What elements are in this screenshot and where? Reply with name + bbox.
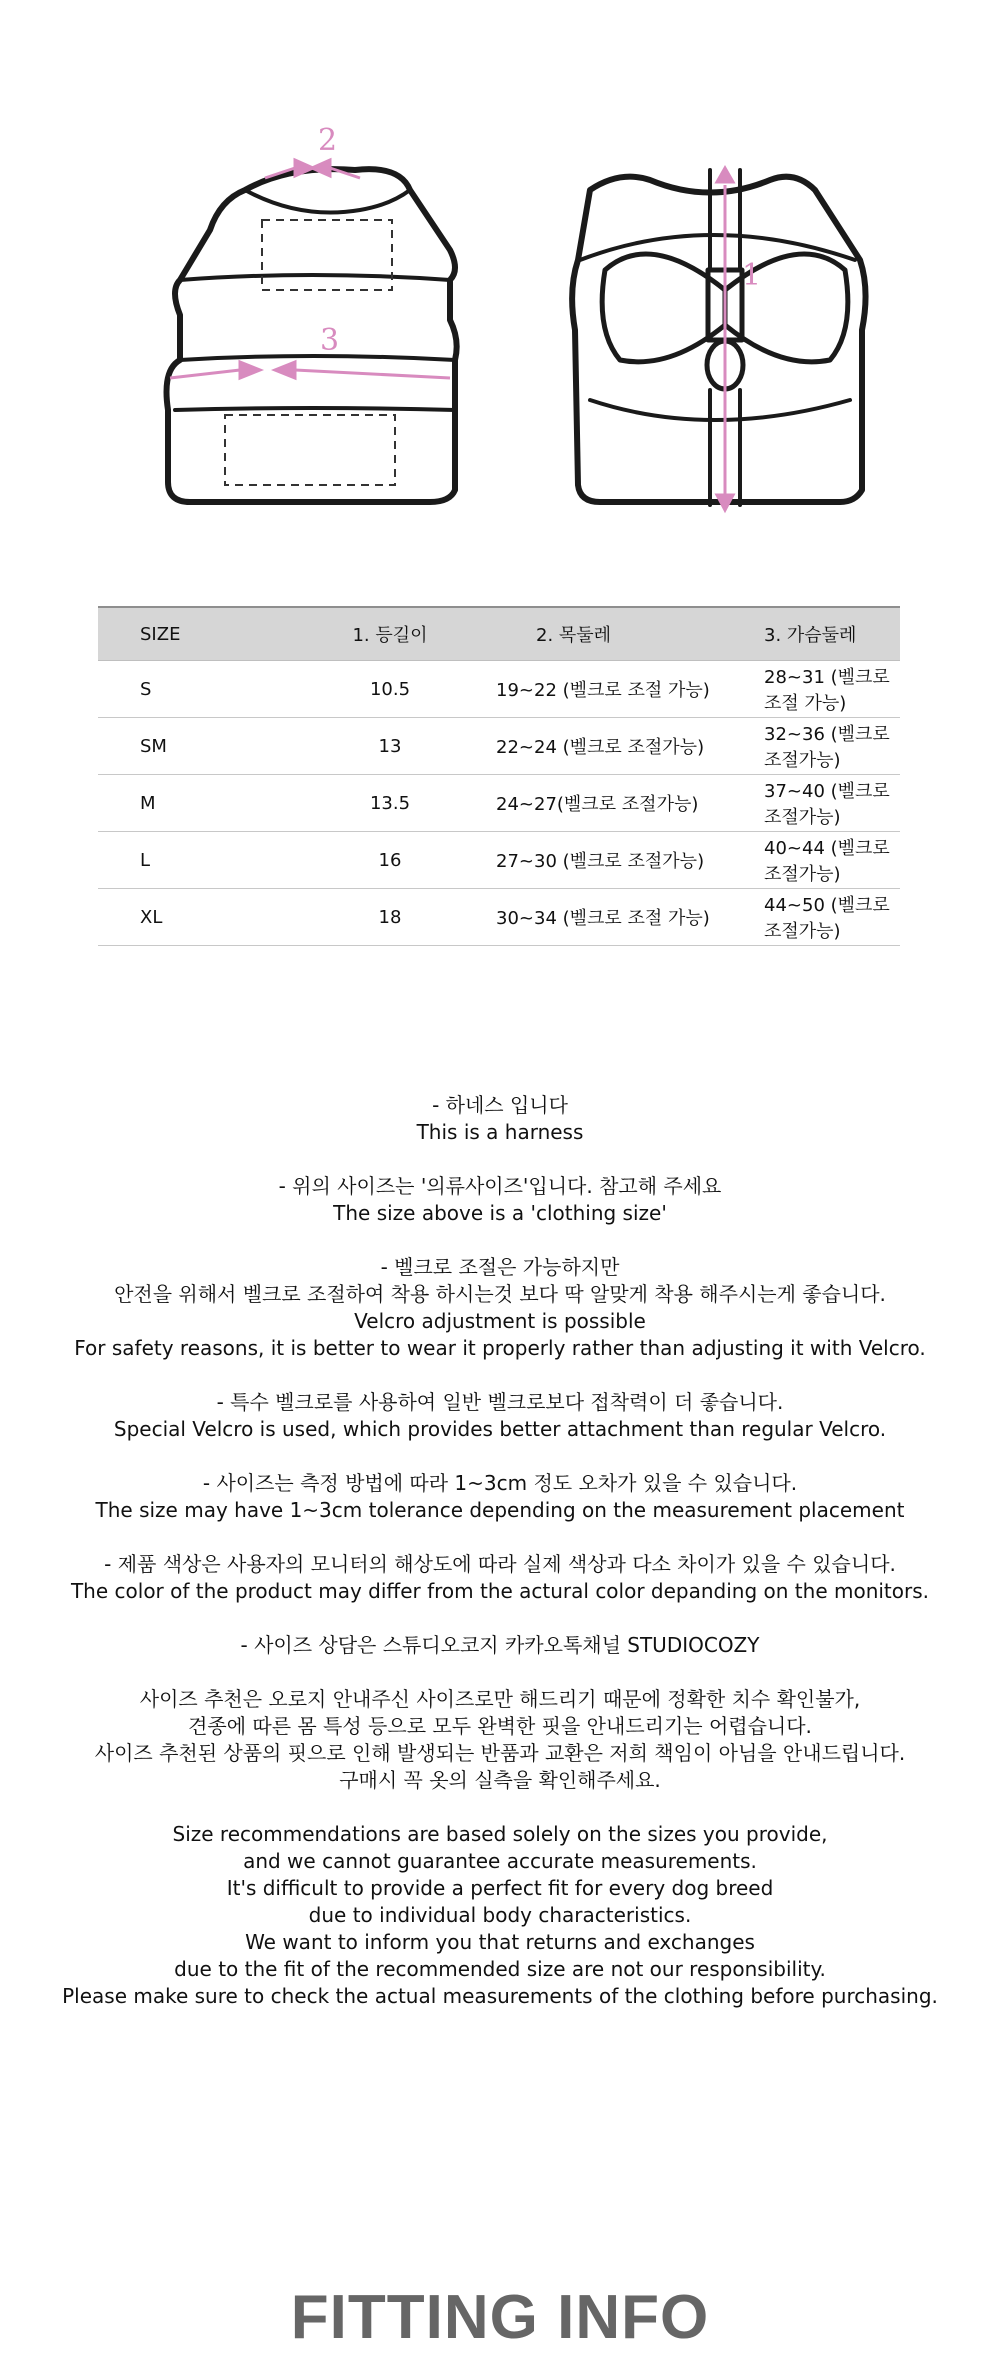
- note-velcro-adjust: [0, 1254, 1000, 1362]
- cell-neck: 24~27(벨크로 조절가능): [460, 775, 746, 832]
- back-label: 1: [742, 258, 762, 293]
- header-neck: 2. 목둘레: [460, 607, 746, 661]
- note-line: - 사이즈는 측정 방법에 따라 1~3cm 정도 오차가 있을 수 있습니다.: [202, 1471, 798, 1495]
- cell-back-length: 16: [320, 832, 460, 889]
- note-special-velcro: [0, 1389, 1000, 1443]
- note-line: Size recommendations are based solely on the sizes you provide,: [172, 1822, 828, 1846]
- table-row: [98, 889, 900, 946]
- harness-size-diagram: [150, 110, 890, 530]
- cell-size: SM: [98, 718, 320, 775]
- note-line: The color of the product may differ from the actural color depanding on the monitors.: [70, 1579, 930, 1603]
- cell-chest: 40~44 (벨크로 조절가능): [746, 832, 900, 889]
- velcro-patch-bottom: [225, 415, 395, 485]
- note-line: Velcro adjustment is possible: [354, 1309, 646, 1333]
- cell-size: L: [98, 832, 320, 889]
- chest-arrow-right: [295, 370, 450, 378]
- note-line: - 하네스 입니다: [432, 1093, 568, 1117]
- note-line: - 벨크로 조절은 가능하지만: [380, 1255, 620, 1279]
- note-line: We want to inform you that returns and exchanges: [245, 1930, 755, 1954]
- note-consultation: [0, 1632, 1000, 1659]
- neck-label: 2: [318, 123, 338, 158]
- product-notes: [0, 1092, 1000, 2037]
- chest-arrow-left: [170, 370, 240, 378]
- note-line: due to individual body characteristics.: [308, 1903, 692, 1927]
- cell-chest: 32~36 (벨크로 조절가능): [746, 718, 900, 775]
- note-line: - 특수 벨크로를 사용하여 일반 벨크로보다 접착력이 더 좋습니다.: [216, 1390, 784, 1414]
- note-line: 사이즈 추천은 오로지 안내주신 사이즈로만 해드리기 때문에 정확한 치수 확인불가,: [139, 1687, 861, 1711]
- note-line: For safety reasons, it is better to wear it properly rather than adjusting it with Velcro.: [74, 1336, 926, 1360]
- cell-neck: 30~34 (벨크로 조절 가능): [460, 889, 746, 946]
- cell-chest: 44~50 (벨크로 조절가능): [746, 889, 900, 946]
- cell-neck: 22~24 (벨크로 조절가능): [460, 718, 746, 775]
- cell-chest: 28~31 (벨크로 조절 가능): [746, 661, 900, 718]
- table-row: [98, 718, 900, 775]
- note-line: 안전을 위해서 벨크로 조절하여 착용 하시는것 보다 딱 알맞게 착용 해주시는게 좋습니다.: [114, 1282, 886, 1306]
- header-size: SIZE: [98, 607, 320, 661]
- table-row: [98, 661, 900, 718]
- note-line: 사이즈 추천된 상품의 핏으로 인해 발생되는 반품과 교환은 저희 책임이 아님을 안내드립니다.: [94, 1741, 906, 1765]
- cell-back-length: 18: [320, 889, 460, 946]
- note-color: [0, 1551, 1000, 1605]
- note-line: due to the fit of the recommended size are not our responsibility.: [174, 1957, 826, 1981]
- note-line: It's difficult to provide a perfect fit for every dog breed: [226, 1876, 774, 1900]
- note-line: - 사이즈 상담은 스튜디오코지 카카오톡채널 STUDIOCOZY: [240, 1633, 760, 1657]
- note-line: This is a harness: [416, 1120, 584, 1144]
- note-line: and we cannot guarantee accurate measurements.: [243, 1849, 757, 1873]
- header-back-length: 1. 등길이: [320, 607, 460, 661]
- note-harness: [0, 1092, 1000, 1146]
- note-line: 구매시 꼭 옷의 실측을 확인해주세요.: [339, 1768, 661, 1792]
- cell-size: M: [98, 775, 320, 832]
- fitting-info-title: FITTING INFO: [290, 2283, 710, 2352]
- table-header-row: [98, 607, 900, 661]
- cell-back-length: 10.5: [320, 661, 460, 718]
- cell-neck: 27~30 (벨크로 조절가능): [460, 832, 746, 889]
- note-line: Special Velcro is used, which provides better attachment than regular Velcro.: [113, 1417, 887, 1441]
- size-table: [98, 606, 900, 946]
- cell-size: XL: [98, 889, 320, 946]
- harness-illustration: [150, 110, 890, 530]
- chest-label: 3: [320, 323, 340, 358]
- note-clothing-size: [0, 1173, 1000, 1227]
- note-line: - 제품 색상은 사용자의 모니터의 해상도에 따라 실제 색상과 다소 차이가 있을 수 있습니다.: [104, 1552, 896, 1576]
- velcro-patch-top: [262, 220, 392, 290]
- table-row: [98, 775, 900, 832]
- cell-back-length: 13: [320, 718, 460, 775]
- note-line: The size above is a 'clothing size': [333, 1201, 667, 1225]
- note-line: 견종에 따른 몸 특성 등으로 모두 완벽한 핏을 안내드리기는 어렵습니다.: [188, 1714, 812, 1738]
- note-line: - 위의 사이즈는 '의류사이즈'입니다. 참고해 주세요: [278, 1174, 722, 1198]
- note-recommendation-kr: [0, 1686, 1000, 1794]
- header-chest: 3. 가슴둘레: [746, 607, 900, 661]
- note-line: Please make sure to check the actual measurements of the clothing before purchasing.: [62, 1984, 938, 2008]
- cell-neck: 19~22 (벨크로 조절 가능): [460, 661, 746, 718]
- table-row: [98, 832, 900, 889]
- note-recommendation-en: [0, 1821, 1000, 2010]
- note-tolerance: [0, 1470, 1000, 1524]
- cell-back-length: 13.5: [320, 775, 460, 832]
- note-line: The size may have 1~3cm tolerance depending on the measurement placement: [95, 1498, 905, 1522]
- cell-chest: 37~40 (벨크로 조절가능): [746, 775, 900, 832]
- cell-size: S: [98, 661, 320, 718]
